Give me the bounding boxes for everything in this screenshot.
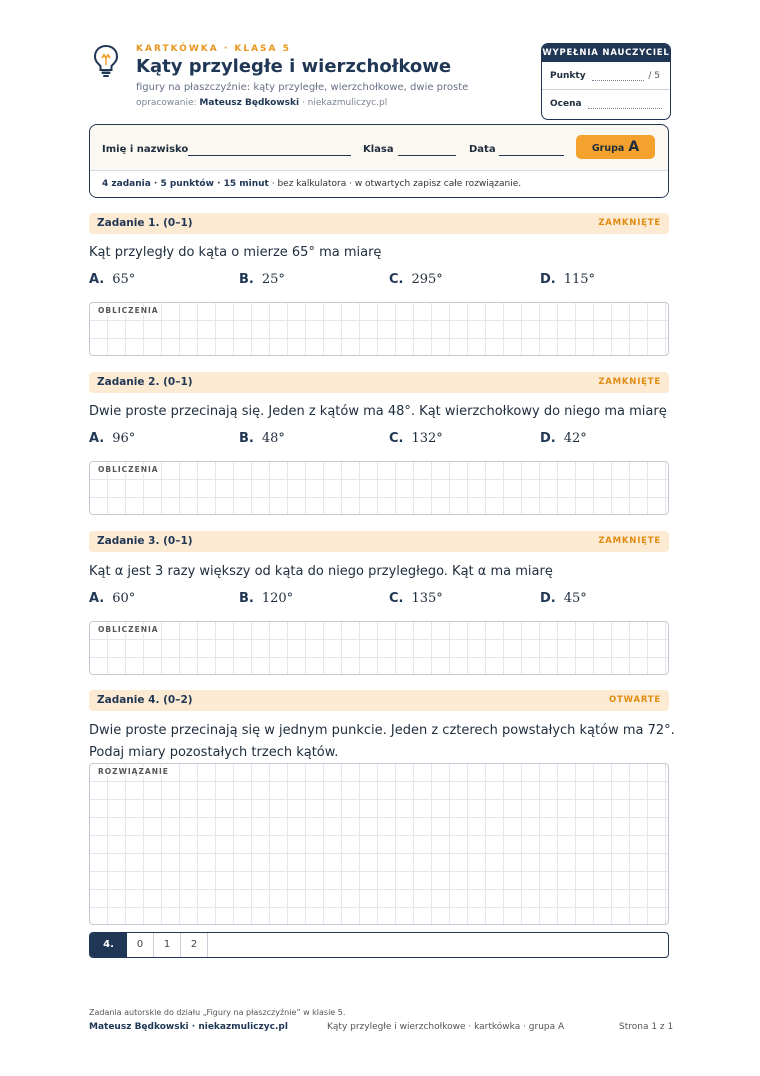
date-field[interactable] — [499, 155, 564, 156]
group-value: A — [628, 139, 640, 155]
answer-value: 48° — [261, 431, 285, 446]
grade-dotted-line — [588, 99, 662, 109]
grade-field[interactable] — [542, 90, 670, 118]
task-1-work-area[interactable] — [89, 302, 669, 356]
test-info-summary: 4 zadania · 5 punktów · 15 minut — [102, 179, 269, 189]
lightbulb-logo-icon — [92, 44, 120, 78]
author-site: · niekazmuliczyc.pl — [301, 98, 388, 108]
task-1-answer-d[interactable] — [540, 272, 595, 287]
task-3-answer-d[interactable] — [540, 591, 587, 606]
grade-label: Ocena — [550, 99, 582, 109]
task-2-answers — [89, 431, 669, 451]
task-4-title: Zadanie 4. (0–2) — [97, 694, 193, 706]
task-3-type: ZAMKNIĘTE — [598, 536, 661, 546]
task-1-title: Zadanie 1. (0–1) — [97, 217, 193, 229]
author-line — [136, 98, 387, 108]
task-1-answer-a[interactable] — [89, 272, 135, 287]
student-box — [89, 124, 669, 198]
task-3-title: Zadanie 3. (0–1) — [97, 535, 193, 547]
task-3-answer-b[interactable] — [239, 591, 293, 606]
teacher-box — [541, 43, 671, 120]
task-3-header — [89, 531, 669, 552]
author-prefix: opracowanie: — [136, 98, 197, 108]
task-2-answer-d[interactable] — [540, 431, 587, 446]
task-2-type: ZAMKNIĘTE — [598, 377, 661, 387]
teacher-box-title: WYPEŁNIA NAUCZYCIEL — [542, 44, 670, 62]
task-3-answer-c[interactable] — [389, 591, 443, 606]
task-1-answers — [89, 272, 669, 292]
group-badge — [576, 135, 655, 159]
task-2-work-area[interactable] — [89, 461, 669, 515]
points-dotted-line — [592, 71, 644, 81]
task-2-answer-a[interactable] — [89, 431, 135, 446]
answer-value: 96° — [112, 431, 136, 446]
class-label: Klasa — [363, 144, 394, 155]
answer-letter: A. — [89, 431, 105, 446]
name-label: Imię i nazwisko — [102, 144, 189, 155]
footer-doc-title: Kąty przyległe i wierzchołkowe · kartkówka · grupa A — [327, 1022, 565, 1032]
page-subtitle: figury na płaszczyźnie: kąty przyległe, wierzchołkowe, dwie proste — [136, 82, 469, 93]
task-1-answer-b[interactable] — [239, 272, 285, 287]
footer-author: Mateusz Będkowski · niekazmuliczyc.pl — [89, 1022, 288, 1032]
score-option-1[interactable]: 1 — [154, 933, 181, 957]
task-4-question-line-2: Podaj miary pozostałych trzech kątów. — [89, 745, 339, 760]
answer-value: 45° — [563, 591, 587, 606]
answer-letter: D. — [540, 272, 556, 287]
answer-value: 132° — [411, 431, 443, 446]
work-area-label: OBLICZENIA — [98, 465, 159, 474]
task-4-work-area[interactable] — [89, 763, 669, 925]
task-1-header — [89, 213, 669, 234]
score-option-0[interactable]: 0 — [127, 933, 154, 957]
task-3-answers — [89, 591, 669, 611]
group-label: Grupa — [591, 143, 625, 154]
answer-letter: D. — [540, 431, 556, 446]
work-area-label: OBLICZENIA — [98, 306, 159, 315]
answer-letter: C. — [389, 272, 404, 287]
test-info-rules: · bez kalkulatora · w otwartych zapisz całe rozwiązanie. — [271, 179, 522, 189]
footer-page-number: Strona 1 z 1 — [619, 1022, 674, 1032]
page-title: Kąty przyległe i wierzchołkowe — [136, 56, 452, 77]
answer-letter: B. — [239, 272, 254, 287]
answer-value: 25° — [261, 272, 285, 287]
answer-letter: A. — [89, 272, 105, 287]
answer-letter: A. — [89, 591, 105, 606]
task-3-answer-a[interactable] — [89, 591, 135, 606]
answer-letter: C. — [389, 431, 404, 446]
answer-value: 135° — [411, 591, 443, 606]
answer-letter: C. — [389, 591, 404, 606]
answer-value: 65° — [112, 272, 136, 287]
answer-letter: B. — [239, 591, 254, 606]
answer-letter: B. — [239, 431, 254, 446]
answer-value: 295° — [411, 272, 443, 287]
author-name: Mateusz Będkowski — [199, 98, 300, 108]
task-2-title: Zadanie 2. (0–1) — [97, 376, 193, 388]
work-area-label: ROZWIĄZANIE — [98, 767, 169, 776]
task-2-question: Dwie proste przecinają się. Jeden z kątów ma 48°. Kąt wierzchołkowy do niego ma miarę — [89, 404, 667, 419]
answer-value: 42° — [563, 431, 587, 446]
answer-letter: D. — [540, 591, 556, 606]
task-1-type: ZAMKNIĘTE — [598, 218, 661, 228]
task-4-type: OTWARTE — [609, 695, 661, 705]
task-4-header — [89, 690, 669, 711]
answer-value: 60° — [112, 591, 136, 606]
answer-value: 115° — [563, 272, 596, 287]
task-3-work-area[interactable] — [89, 621, 669, 675]
score-task-number: 4. — [90, 933, 127, 957]
doc-kicker: KARTKÓWKA · KLASA 5 — [136, 44, 291, 54]
task-2-answer-b[interactable] — [239, 431, 285, 446]
task-2-answer-c[interactable] — [389, 431, 443, 446]
task-4-score-row — [89, 932, 669, 958]
points-label: Punkty — [550, 71, 586, 81]
date-label: Data — [469, 144, 496, 155]
class-field[interactable] — [398, 155, 456, 156]
name-field[interactable] — [188, 155, 351, 156]
points-max: / 5 — [648, 71, 660, 81]
points-field[interactable] — [542, 62, 670, 90]
task-3-question: Kąt α jest 3 razy większy od kąta do niego przyległego. Kąt α ma miarę — [89, 564, 553, 579]
work-area-label: OBLICZENIA — [98, 625, 159, 634]
task-1-question: Kąt przyległy do kąta o mierze 65° ma miarę — [89, 245, 382, 260]
task-1-answer-c[interactable] — [389, 272, 443, 287]
task-4-question-line-1: Dwie proste przecinają się w jednym punkcie. Jeden z czterech powstałych kątów ma 72°. — [89, 723, 675, 738]
answer-value: 120° — [261, 591, 294, 606]
footer-note: Zadania autorskie do działu „Figury na płaszczyźnie” w klasie 5. — [89, 1008, 346, 1017]
test-info — [90, 171, 668, 198]
task-2-header — [89, 372, 669, 393]
score-option-2[interactable]: 2 — [181, 933, 208, 957]
